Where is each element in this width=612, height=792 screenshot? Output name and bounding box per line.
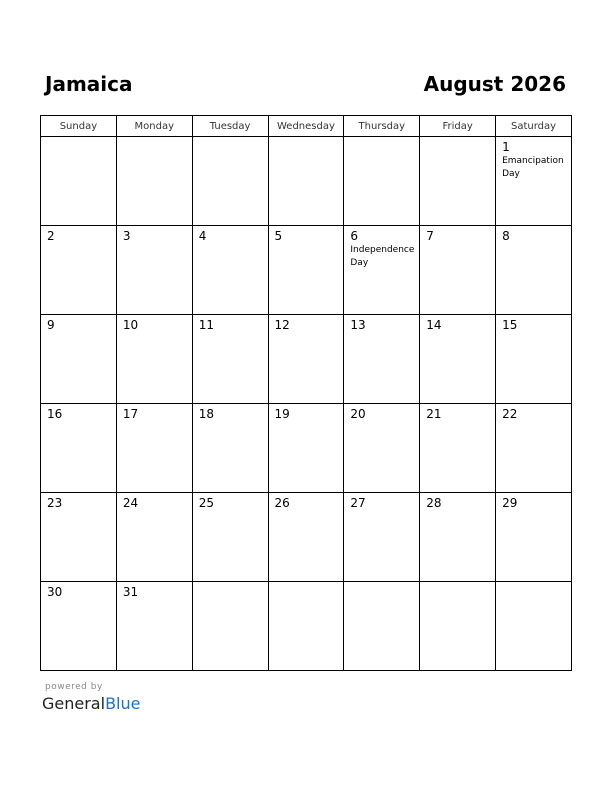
day-number: 31 <box>122 585 139 599</box>
day-cell <box>420 404 496 493</box>
day-number: 14 <box>426 318 442 332</box>
day-cell <box>192 404 268 493</box>
powered-by-text: powered by <box>45 682 103 692</box>
day-cell <box>116 582 192 671</box>
day-cell <box>41 137 117 226</box>
day-cell <box>268 404 344 493</box>
day-number: 15 <box>502 318 518 332</box>
day-cell <box>116 404 192 493</box>
day-cell <box>496 582 572 671</box>
week-row <box>41 493 572 582</box>
day-cell <box>420 493 496 582</box>
day-number: 10 <box>122 318 139 332</box>
generalblue-logo <box>42 693 140 715</box>
weekday-header-row <box>41 116 572 137</box>
day-cell <box>192 137 268 226</box>
day-number: 11 <box>198 318 214 332</box>
brand-general: General <box>42 694 106 713</box>
day-cell <box>344 493 420 582</box>
day-cell <box>496 137 572 226</box>
day-cell <box>192 582 268 671</box>
day-cell <box>496 315 572 404</box>
day-number: 19 <box>274 407 290 421</box>
footer-branding <box>42 681 140 715</box>
week-row <box>41 315 572 404</box>
day-number: 22 <box>502 407 518 421</box>
day-number: 2 <box>47 229 55 243</box>
day-cell <box>116 137 192 226</box>
day-cell <box>420 137 496 226</box>
day-cell <box>344 582 420 671</box>
weekday-header: Wednesday <box>268 116 344 137</box>
day-cell <box>116 315 192 404</box>
day-number: 9 <box>47 318 55 332</box>
day-cell <box>420 226 496 315</box>
day-cell <box>496 404 572 493</box>
day-number: 25 <box>198 496 214 510</box>
day-cell <box>268 226 344 315</box>
day-cell <box>420 582 496 671</box>
day-number: 7 <box>426 229 434 243</box>
day-cell <box>344 315 420 404</box>
weekday-header: Tuesday <box>192 116 268 137</box>
country-title: Jamaica <box>45 72 133 96</box>
holiday-label: Independence Day <box>350 245 415 268</box>
week-row <box>41 404 572 493</box>
day-cell <box>344 137 420 226</box>
day-cell <box>41 493 117 582</box>
day-number: 6 <box>350 229 359 243</box>
day-number: 3 <box>122 229 131 243</box>
week-row <box>41 137 572 226</box>
day-number: 12 <box>274 318 290 332</box>
day-cell <box>496 226 572 315</box>
day-cell <box>192 315 268 404</box>
day-cell <box>268 582 344 671</box>
day-cell <box>344 404 420 493</box>
month-title: August 2026 <box>423 72 566 96</box>
weekday-header: Monday <box>116 116 192 137</box>
day-cell <box>116 226 192 315</box>
calendar-grid <box>40 115 572 671</box>
day-number: 16 <box>47 407 63 421</box>
weekday-header: Saturday <box>496 116 572 137</box>
day-number: 17 <box>122 407 139 421</box>
weekday-header: Thursday <box>344 116 420 137</box>
day-number: 26 <box>274 496 290 510</box>
day-number: 5 <box>274 229 283 243</box>
day-number: 1 <box>502 140 510 154</box>
day-cell <box>496 493 572 582</box>
day-cell <box>268 137 344 226</box>
day-number: 21 <box>426 407 442 421</box>
week-row <box>41 582 572 671</box>
day-number: 27 <box>350 496 366 510</box>
weekday-header: Sunday <box>41 116 117 137</box>
day-number: 20 <box>350 407 366 421</box>
day-cell <box>41 315 117 404</box>
day-cell <box>268 315 344 404</box>
day-cell <box>41 404 117 493</box>
day-number: 28 <box>426 496 442 510</box>
day-number: 13 <box>350 318 366 332</box>
day-cell <box>268 493 344 582</box>
day-number: 18 <box>198 407 214 421</box>
day-cell <box>192 226 268 315</box>
day-cell <box>192 493 268 582</box>
day-cell <box>41 226 117 315</box>
day-cell <box>420 315 496 404</box>
day-cell <box>344 226 420 315</box>
brand-blue: Blue <box>105 694 141 713</box>
day-cell <box>116 493 192 582</box>
day-number: 8 <box>502 229 510 243</box>
week-row <box>41 226 572 315</box>
day-number: 30 <box>47 585 63 599</box>
day-cell <box>41 582 117 671</box>
weekday-header: Friday <box>420 116 496 137</box>
day-number: 24 <box>122 496 139 510</box>
day-number: 29 <box>502 496 518 510</box>
day-number: 4 <box>198 229 207 243</box>
day-number: 23 <box>47 496 63 510</box>
holiday-label: Emancipation Day <box>502 156 564 179</box>
